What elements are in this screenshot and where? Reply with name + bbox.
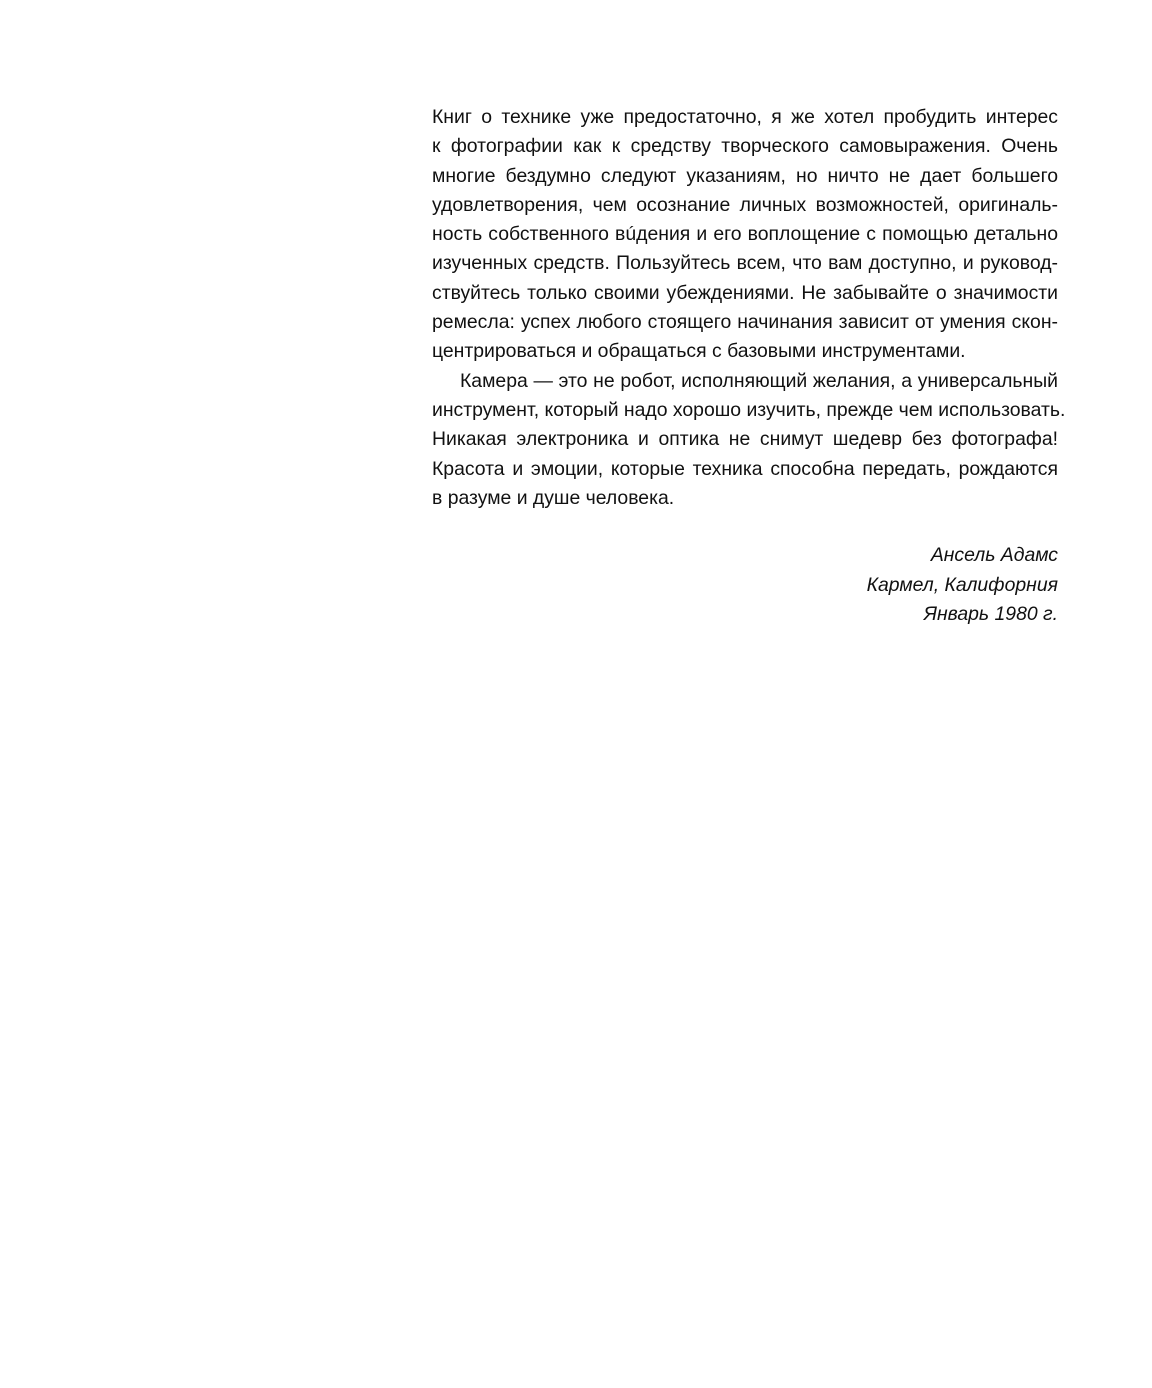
signature-date: Январь 1980 г. [923,603,1058,625]
text-line: Красота и эмоции, которые техника способна передать, рождаются [432,457,1058,480]
text-line: многие бездумно следуют указаниям, но ничто не дает большего [432,164,1058,187]
text-line: центрироваться и обращаться с базовыми инструментами. [432,340,966,363]
text-line: изученных средств. Пользуйтесь всем, что вам доступно, и руковод- [432,252,1058,275]
paragraph-2 [432,367,1066,513]
signature-place: Кармел, Калифорния [866,573,1058,596]
text-line: ствуйтесь только своими убеждениями. Не забывайте о значимости [432,281,1058,304]
text-line: Книг о технике уже предостаточно, я же хотел пробудить интерес [432,106,1058,128]
text-line: Камера — это не робот, исполняющий желания, а универсальный [460,369,1058,392]
paragraph-1 [432,103,1058,367]
text-line: Никакая электроника и оптика не снимут шедевр без фотографа! [432,428,1058,451]
text-line: ремесла: успех любого стоящего начинания зависит от умения скон- [432,311,1058,334]
signature-author: Ансель Адамс [930,544,1058,566]
text-line: инструмент, который надо хорошо изучить, прежде чем использовать. [432,398,1066,421]
text-line: к фотографии как к средству творческого самовыражения. Очень [432,135,1058,158]
text-line: ность собственного вúдения и его воплощение с помощью детально [432,223,1058,246]
signature-block [658,541,1058,630]
text-line: в разуме и душе человека. [432,486,675,509]
text-line: удовлетворения, чем осознание личных возможностей, оригиналь- [432,193,1058,216]
main-text [432,103,1066,513]
